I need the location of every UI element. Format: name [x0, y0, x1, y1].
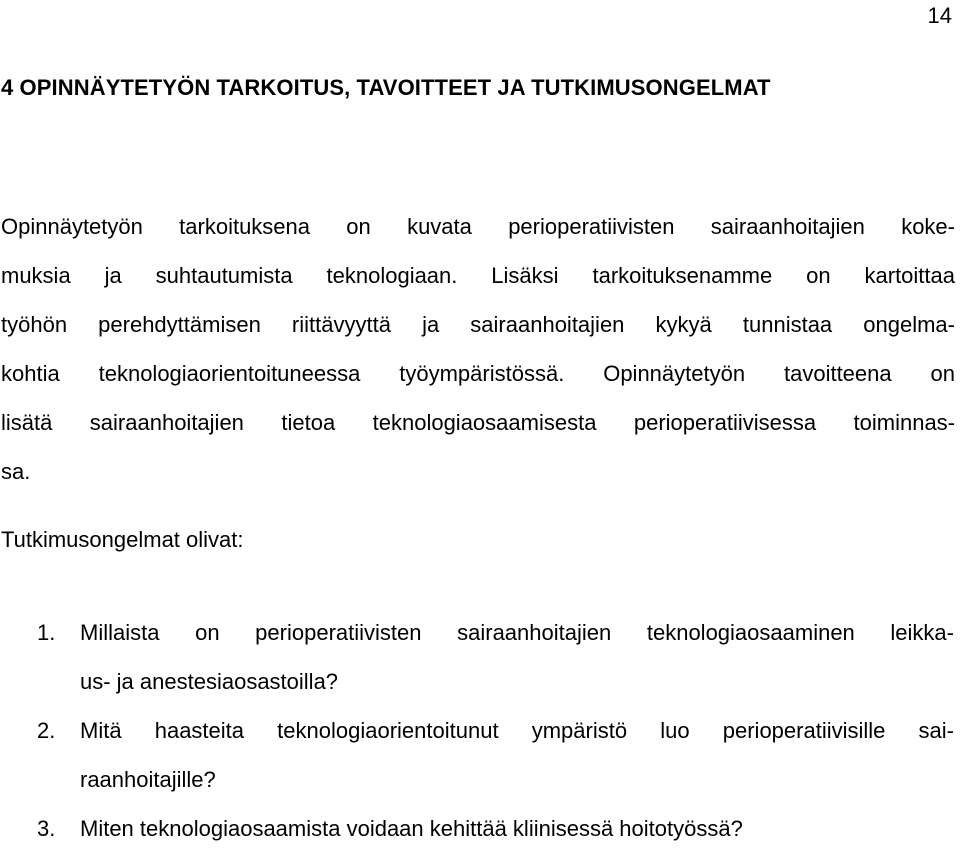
list-item — [0, 706, 954, 804]
page-number: 14 — [927, 3, 952, 28]
list-number: 3. — [37, 816, 56, 841]
list-line: raanhoitajille? — [80, 767, 216, 792]
list-item — [0, 608, 954, 706]
paragraph-line: sa. — [1, 459, 31, 484]
paragraph-line: kohtia teknologiaorientoituneessa työympäristössä. Opinnäytetyön tavoitteena on — [1, 361, 955, 386]
chapter-heading: 4 OPINNÄYTETYÖN TARKOITUS, TAVOITTEET JA TUTKIMUSONGELMAT — [1, 75, 771, 100]
list-line: Mitä haasteita teknologiaorientoitunut ympäristö luo perioperatiivisille sai- — [80, 718, 954, 743]
list-number: 2. — [37, 718, 56, 743]
list-number: 1. — [37, 620, 56, 645]
research-questions-list — [0, 608, 960, 853]
list-line: Millaista on perioperatiivisten sairaanhoitajien teknologiaosaaminen leikka- — [80, 620, 954, 645]
intro-paragraph — [1, 202, 955, 496]
research-questions-heading: Tutkimusongelmat olivat: — [1, 527, 244, 552]
paragraph-line: Opinnäytetyön tarkoituksena on kuvata perioperatiivisten sairaanhoitajien koke- — [1, 214, 955, 239]
list-item — [0, 804, 954, 853]
list-line: us- ja anestesiaosastoilla? — [80, 669, 339, 694]
paragraph-line: lisätä sairaanhoitajien tietoa teknologiaosaamisesta perioperatiivisessa toiminnas- — [1, 410, 955, 435]
paragraph-line: työhön perehdyttämisen riittävyyttä ja sairaanhoitajien kykyä tunnistaa ongelma- — [1, 312, 955, 337]
list-line: Miten teknologiaosaamista voidaan kehittää kliinisessä hoitotyössä? — [80, 816, 743, 841]
paragraph-line: muksia ja suhtautumista teknologiaan. Lisäksi tarkoituksenamme on kartoittaa — [1, 263, 955, 288]
